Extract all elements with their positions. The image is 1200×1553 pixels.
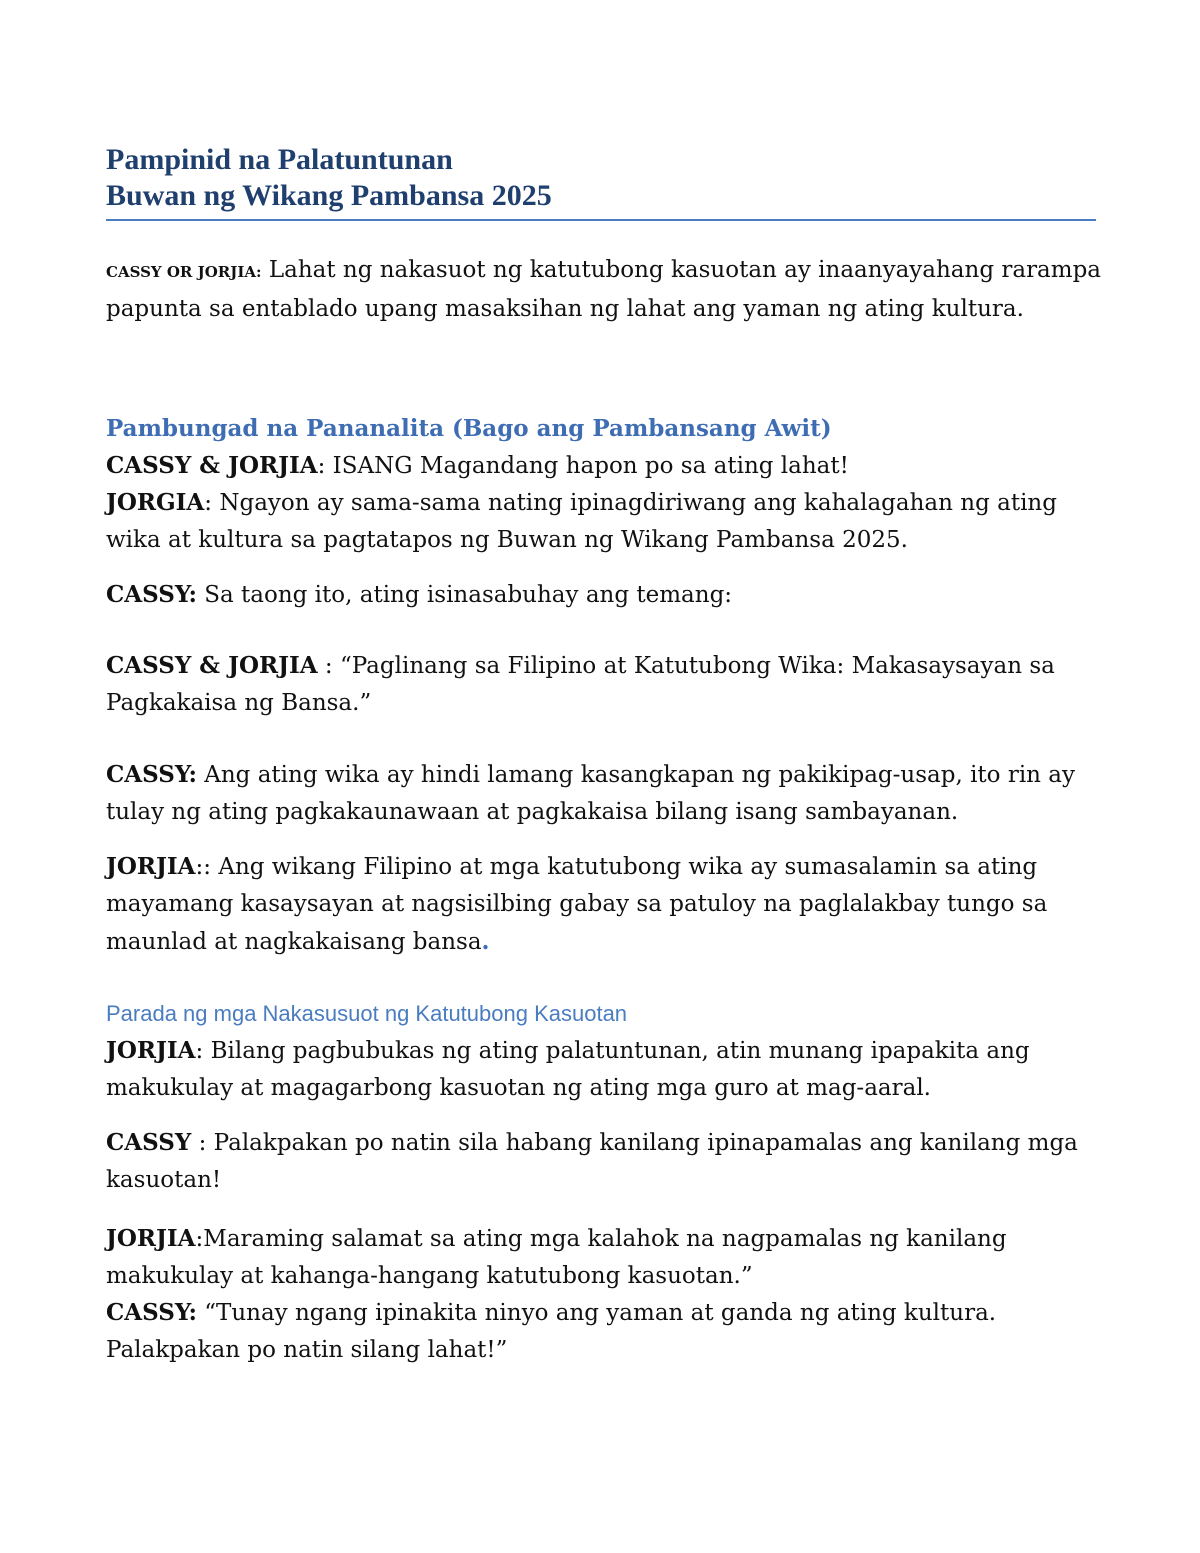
speaker-separator: ::	[195, 854, 219, 880]
speaker-separator: :	[317, 653, 333, 679]
intro-paragraph	[106, 252, 1106, 328]
dialogue-line	[106, 576, 1106, 614]
dialogue-text: Palakpakan po natin sila habang kanilang ipinapamalas ang kanilang mga kasuotan!	[106, 1130, 1078, 1193]
dialogue-text: Lahat ng nakasuot ng katutubong kasuotan ay inaanyayahang rarampa papunta sa entablado upang masaksihan ng lahat ang yaman ng ating kultura.	[106, 257, 1102, 322]
dialogue-line	[106, 647, 1106, 722]
speaker-label: JORJIA	[106, 853, 196, 880]
dialogue-line	[106, 756, 1106, 831]
speaker-separator: :	[204, 490, 213, 516]
dialogue-text: Ngayon ay sama-sama nating ipinagdiriwang ang kahalagahan ng ating wika at kultura sa pagtatapos ng Buwan ng Wikang Pambansa 2025.	[106, 490, 1057, 553]
dialogue-line	[106, 848, 1106, 961]
speaker-label: JORJIA	[106, 1225, 196, 1252]
dialogue-line	[106, 1032, 1106, 1107]
speaker-label: CASSY & JORJIA	[106, 452, 318, 479]
section-heading-pambungad: Pambungad na Pananalita (Bago ang Pambansang Awit)	[106, 415, 832, 442]
title-divider	[106, 219, 1096, 221]
dialogue-line	[106, 1124, 1106, 1199]
speaker-label: CASSY OR JORJIA:	[106, 263, 262, 281]
speaker-label: JORJIA	[106, 1037, 196, 1064]
speaker-separator: :	[191, 1130, 207, 1156]
dialogue-line	[106, 1294, 1106, 1369]
dialogue-text: ISANG Magandang hapon po sa ating lahat!	[325, 453, 849, 479]
dialogue-text: Sa taong ito, ating isinasabuhay ang temang:	[196, 582, 733, 608]
title-line-2: Buwan ng Wikang Pambansa 2025	[106, 179, 552, 212]
title-line-1: Pampinid na Palatuntunan	[106, 143, 453, 176]
dialogue-text: “Tunay ngang ipinakita ninyo ang yaman at ganda ng ating kultura. Palakpakan po natin silang lahat!”	[106, 1300, 997, 1363]
speaker-label: CASSY & JORJIA	[106, 652, 318, 679]
speaker-separator: :	[195, 1038, 204, 1064]
dialogue-text: Maraming salamat sa ating mga kalahok na nagpamalas ng kanilang makukulay at kahanga-hangang katutubong kasuotan.”	[106, 1226, 1007, 1289]
dialogue-text: Bilang pagbubukas ng ating palatuntunan, atin munang ipapakita ang makukulay at magagarbong kasuotan ng ating mga guro at mag-aaral.	[106, 1038, 1030, 1101]
dialogue-line	[106, 447, 1106, 485]
speaker-separator: :	[195, 1226, 204, 1252]
speaker-label: JORGIA	[106, 489, 205, 516]
period-mark: .	[481, 928, 490, 955]
document-title	[106, 142, 1096, 214]
dialogue-line	[106, 1220, 1106, 1295]
dialogue-line	[106, 484, 1106, 559]
speaker-label: CASSY:	[106, 761, 197, 788]
speaker-label: CASSY:	[106, 581, 197, 608]
dialogue-text: Ang ating wika ay hindi lamang kasangkapan ng pakikipag-usap, ito rin ay tulay ng ating pagkakaunawaan at pagkakaisa bilang isang sambayanan.	[106, 762, 1076, 825]
dialogue-text: “Paglinang sa Filipino at Katutubong Wika: Makasaysayan sa Pagkakaisa ng Bansa.”	[106, 653, 1055, 716]
dialogue-text: Ang wikang Filipino at mga katutubong wika ay sumasalamin sa ating mayamang kasaysayan at nagsisilbing gabay sa patuloy na paglalakbay tungo sa maunlad at nagkakaisang bansa	[106, 854, 1048, 955]
speaker-separator: :	[317, 453, 326, 479]
speaker-label: CASSY:	[106, 1299, 197, 1326]
speaker-label: CASSY	[106, 1129, 192, 1156]
section-heading-parada: Parada ng mga Nakasusuot ng Katutubong Kasuotan	[106, 1001, 628, 1026]
